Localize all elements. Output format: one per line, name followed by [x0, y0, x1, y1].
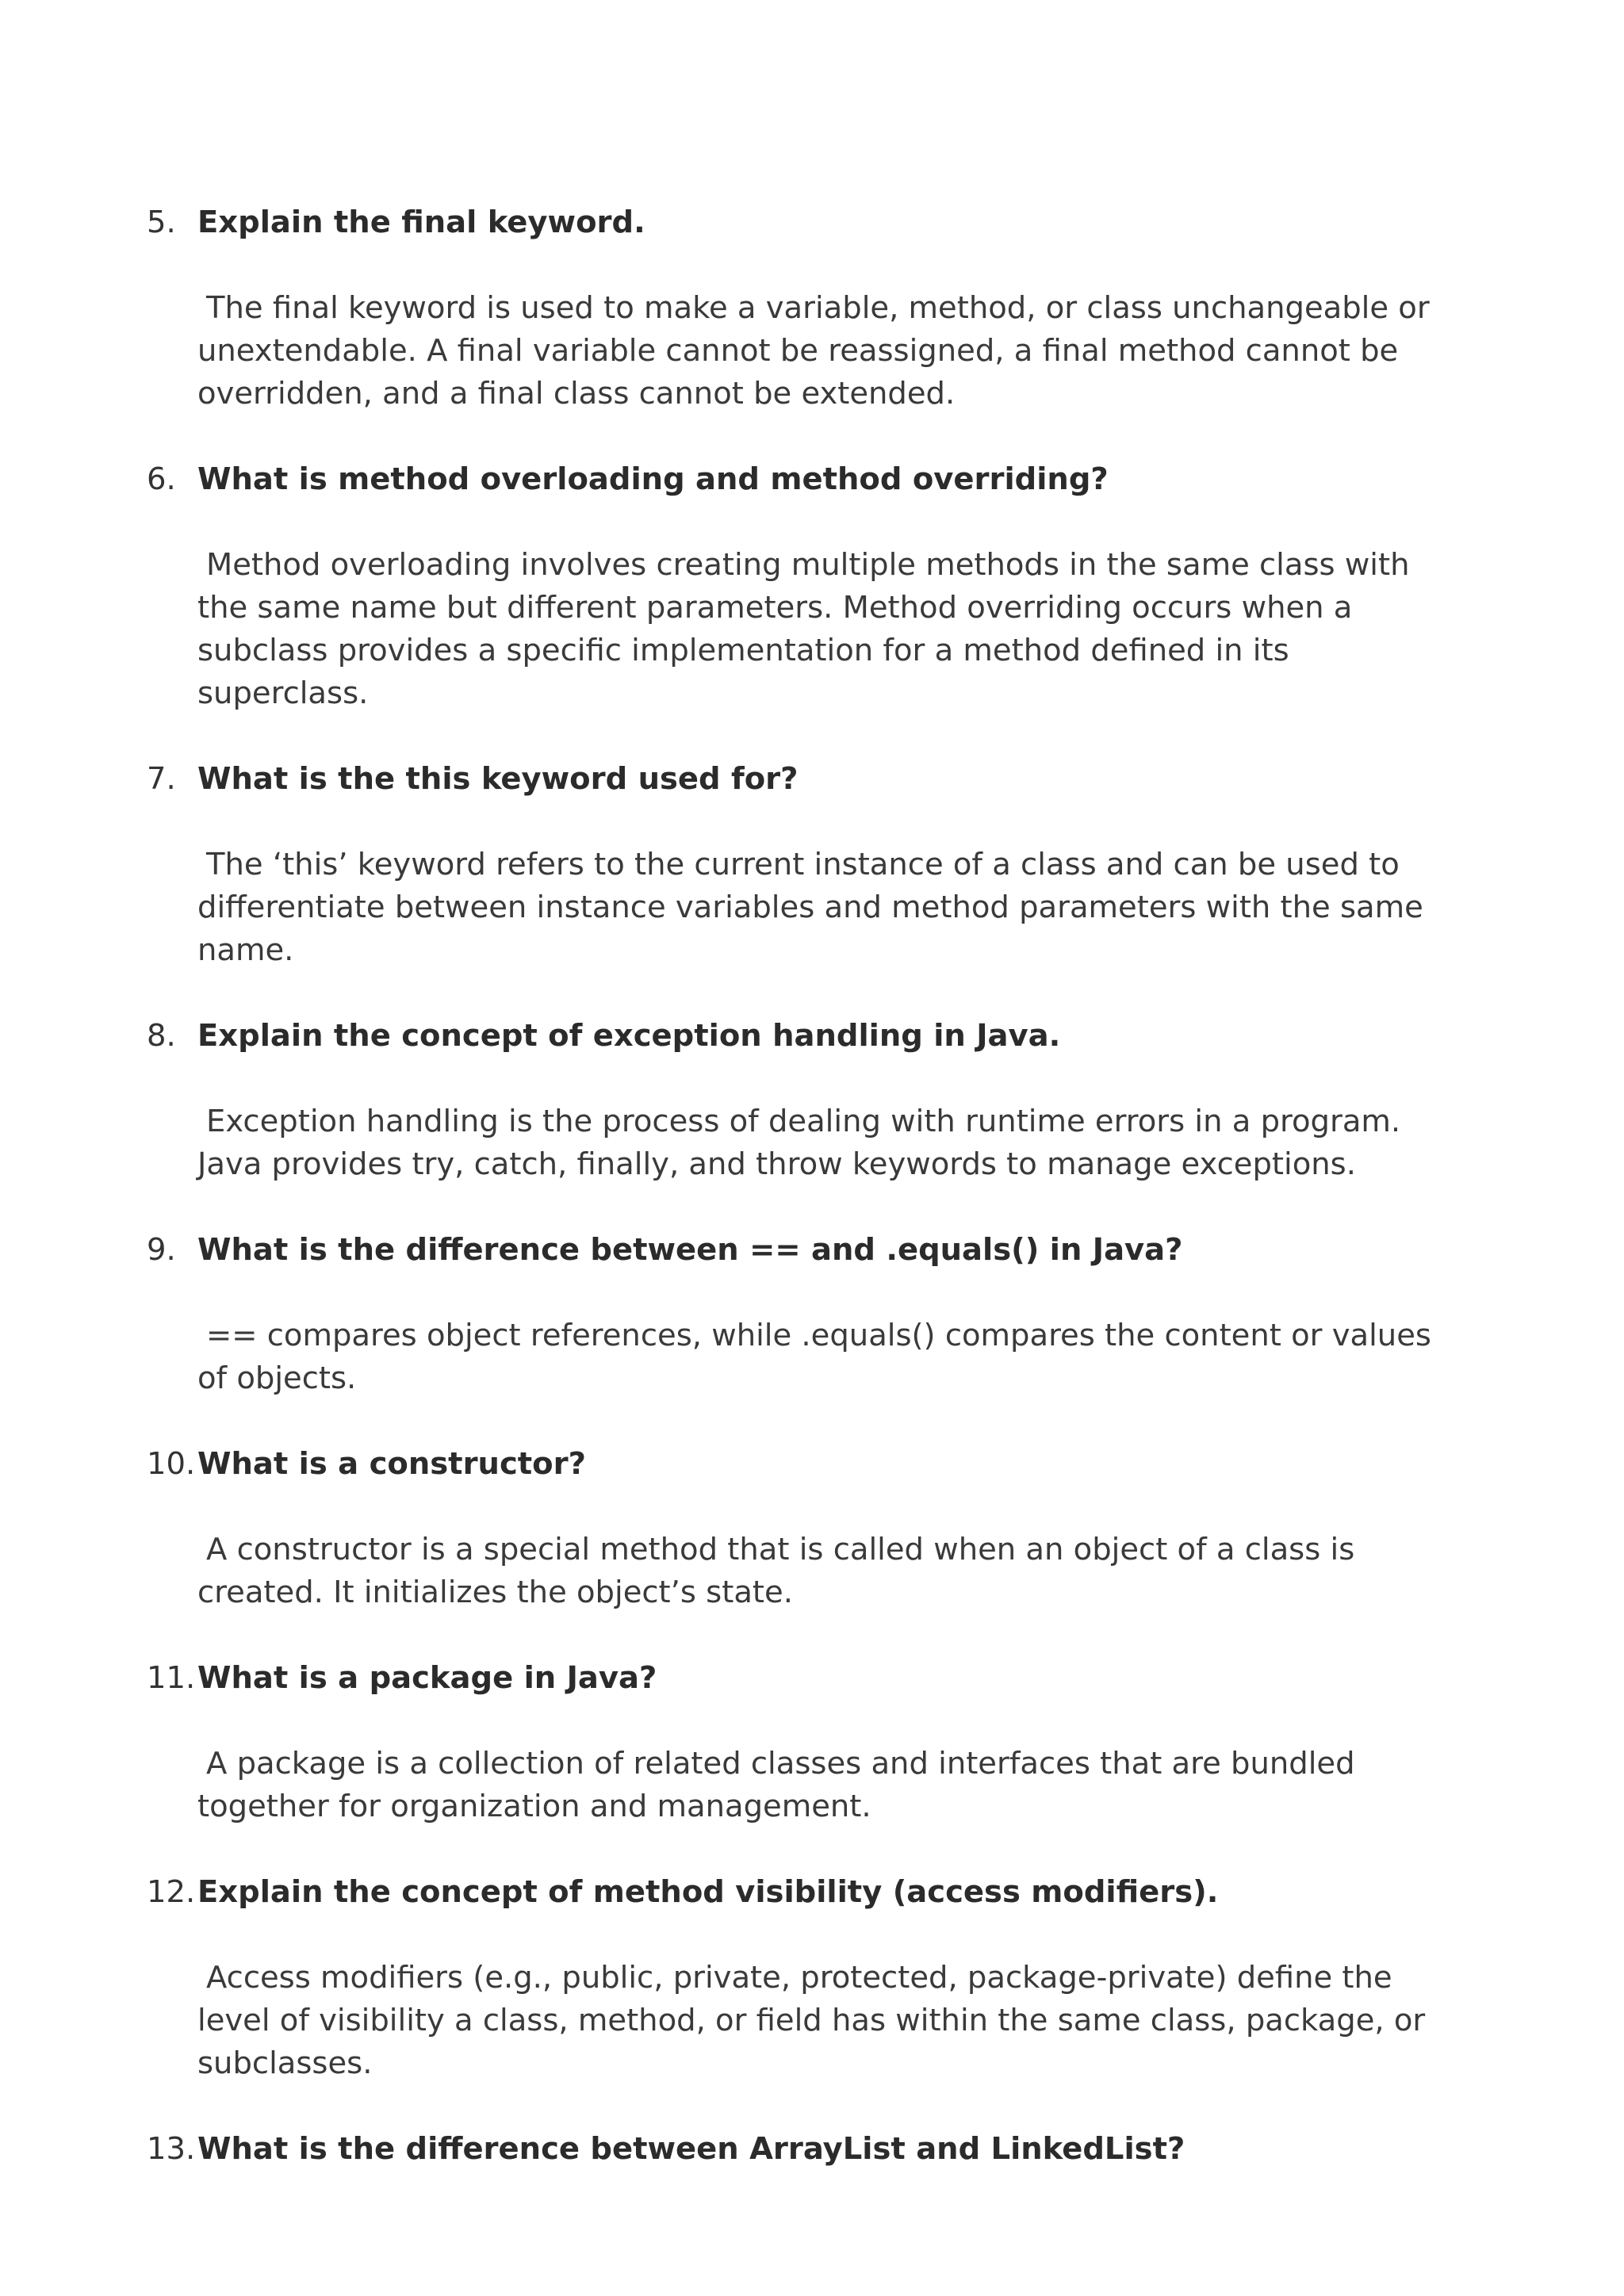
list-item: [147, 2128, 1447, 2171]
list-item: [147, 458, 1447, 715]
item-number: 11.: [147, 1660, 196, 1696]
list-item: [147, 1229, 1447, 1400]
item-number: 10.: [147, 1446, 196, 1482]
list-item: [147, 758, 1447, 972]
answer-paragraph: A constructor is a special method that is called when an object of a class is created. It initializes the object’s state.: [197, 1532, 1355, 1610]
item-number: 12.: [147, 1874, 196, 1910]
question-heading: What is the this keyword used for?: [197, 761, 799, 797]
question-heading: What is the difference between == and .equals() in Java?: [197, 1232, 1183, 1268]
question-heading: What is a constructor?: [197, 1446, 586, 1482]
item-number: 6.: [147, 461, 176, 497]
answer-paragraph: == compares object references, while .equals() compares the content or values of objects.: [197, 1318, 1431, 1396]
item-number: 8.: [147, 1018, 176, 1054]
answer-paragraph: Exception handling is the process of dealing with runtime errors in a program. Java provides try, catch, finally, and throw keywords to manage exceptions.: [197, 1104, 1401, 1182]
question-heading: What is method overloading and method overriding?: [197, 461, 1109, 497]
question-heading: Explain the final keyword.: [197, 205, 645, 240]
list-item: [147, 201, 1447, 415]
list-item: [147, 1443, 1447, 1614]
item-number: 9.: [147, 1232, 176, 1268]
answer-paragraph: A package is a collection of related classes and interfaces that are bundled together for organization and management.: [197, 1746, 1355, 1824]
answer-paragraph: The final keyword is used to make a variable, method, or class unchangeable or unextendable. A final variable cannot be reassigned, a final method cannot be overridden, and a final class cannot be extended.: [197, 290, 1430, 411]
answer-paragraph: The ‘this’ keyword refers to the current instance of a class and can be used to differentiate between instance variables and method parameters with the same name.: [197, 847, 1423, 968]
item-number: 13.: [147, 2131, 196, 2167]
question-heading: What is a package in Java?: [197, 1660, 657, 1696]
item-number: 5.: [147, 205, 176, 240]
list-item: [147, 1015, 1447, 1186]
list-item: [147, 1871, 1447, 2085]
item-number: 7.: [147, 761, 176, 797]
answer-paragraph: Method overloading involves creating multiple methods in the same class with the same name but different parameters. Method overriding occurs when a subclass provides a specific implementation for a method defined in its superclass.: [197, 547, 1410, 711]
question-heading: Explain the concept of method visibility (access modifiers).: [197, 1874, 1219, 1910]
question-heading: Explain the concept of exception handling in Java.: [197, 1018, 1061, 1054]
question-heading: What is the difference between ArrayList and LinkedList?: [197, 2131, 1185, 2167]
question-list: [147, 201, 1447, 2214]
answer-paragraph: Access modifiers (e.g., public, private, protected, package-private) define the level of visibility a class, method, or field has within the same class, package, or subclasses.: [197, 1960, 1426, 2081]
list-item: [147, 1657, 1447, 1828]
